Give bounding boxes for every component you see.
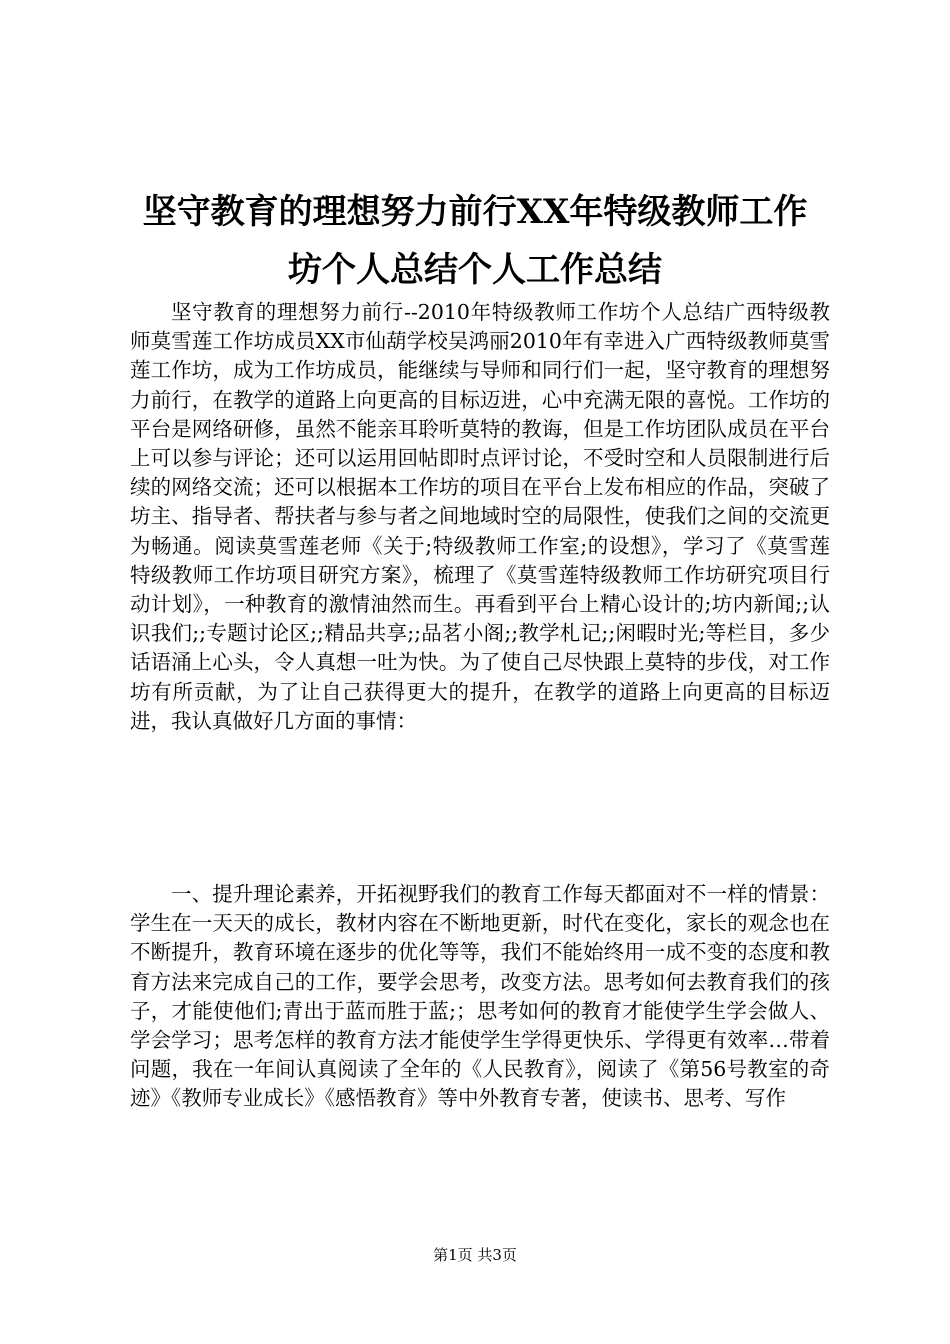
page-number-footer: 第1页 共3页 xyxy=(433,1246,517,1264)
body-paragraph-1: 坚守教育的理想努力前行--2010年特级教师工作坊个人总结广西特级教师莫雪莲工作坊成员XX市仙葫学校吴鸿丽2010年有幸进入广西特级教师莫雪莲工作坊，成为工作坊成员，能继续与导师和同行们一起，坚守教育的理想努力前行，在教学的道路上向更高的目标迈进，心中充满无限的喜悦。工作坊的平台是网络研修，虽然不能亲耳聆听莫特的教诲，但是工作坊团队成员在平台上可以参与评论；还可以运用回帖即时点评讨论，不受时空和人员限制进行后续的网络交流；还可以根据本工作坊的项目在平台上发布相应的作品，突破了坊主、指导者、帮扶者与参与者之间地域时空的局限性，使我们之间的交流更为畅通。阅读莫雪莲老师《关于;特级教师工作室;的设想》，学习了《莫雪莲特级教师工作坊项目研究方案》，梳理了《莫雪莲特级教师工作坊研究项目行动计划》，一种教育的激情油然而生。再看到平台上精心设计的;坊内新闻;;认识我们;;专题讨论区;;精品共享;;品茗小阁;;教学札记;;闲暇时光;等栏目，多少话语涌上心头，令人真想一吐为快。为了使自己尽快跟上莫特的步伐，对工作坊有所贡献，为了让自己获得更大的提升，在教学的道路上向更高的目标迈进，我认真做好几方面的事情： xyxy=(130,300,830,733)
body-paragraph-2: 一、提升理论素养，开拓视野我们的教育工作每天都面对不一样的情景：学生在一天天的成长，教材内容在不断地更新，时代在变化，家长的观念也在不断提升，教育环境在逐步的优化等等，我们不能始终用一成不变的态度和教育方法来完成自己的工作，要学会思考，改变方法。思考如何去教育我们的孩子，才能使他们;青出于蓝而胜于蓝;；思考如何的教育才能使学生学会做人、学会学习；思考怎样的教育方法才能使学生学得更快乐、学得更有效率…带着问题，我在一年间认真阅读了全年的《人民教育》，阅读了《第56号教室的奇迹》《教师专业成长》《感悟教育》等中外教育专著，使读书、思考、写作 xyxy=(130,882,830,1111)
document-title-line-1: 坚守教育的理想努力前行XX年特级教师工作 xyxy=(142,192,808,232)
document-title-line-2: 坊个人总结个人工作总结 xyxy=(288,250,662,290)
